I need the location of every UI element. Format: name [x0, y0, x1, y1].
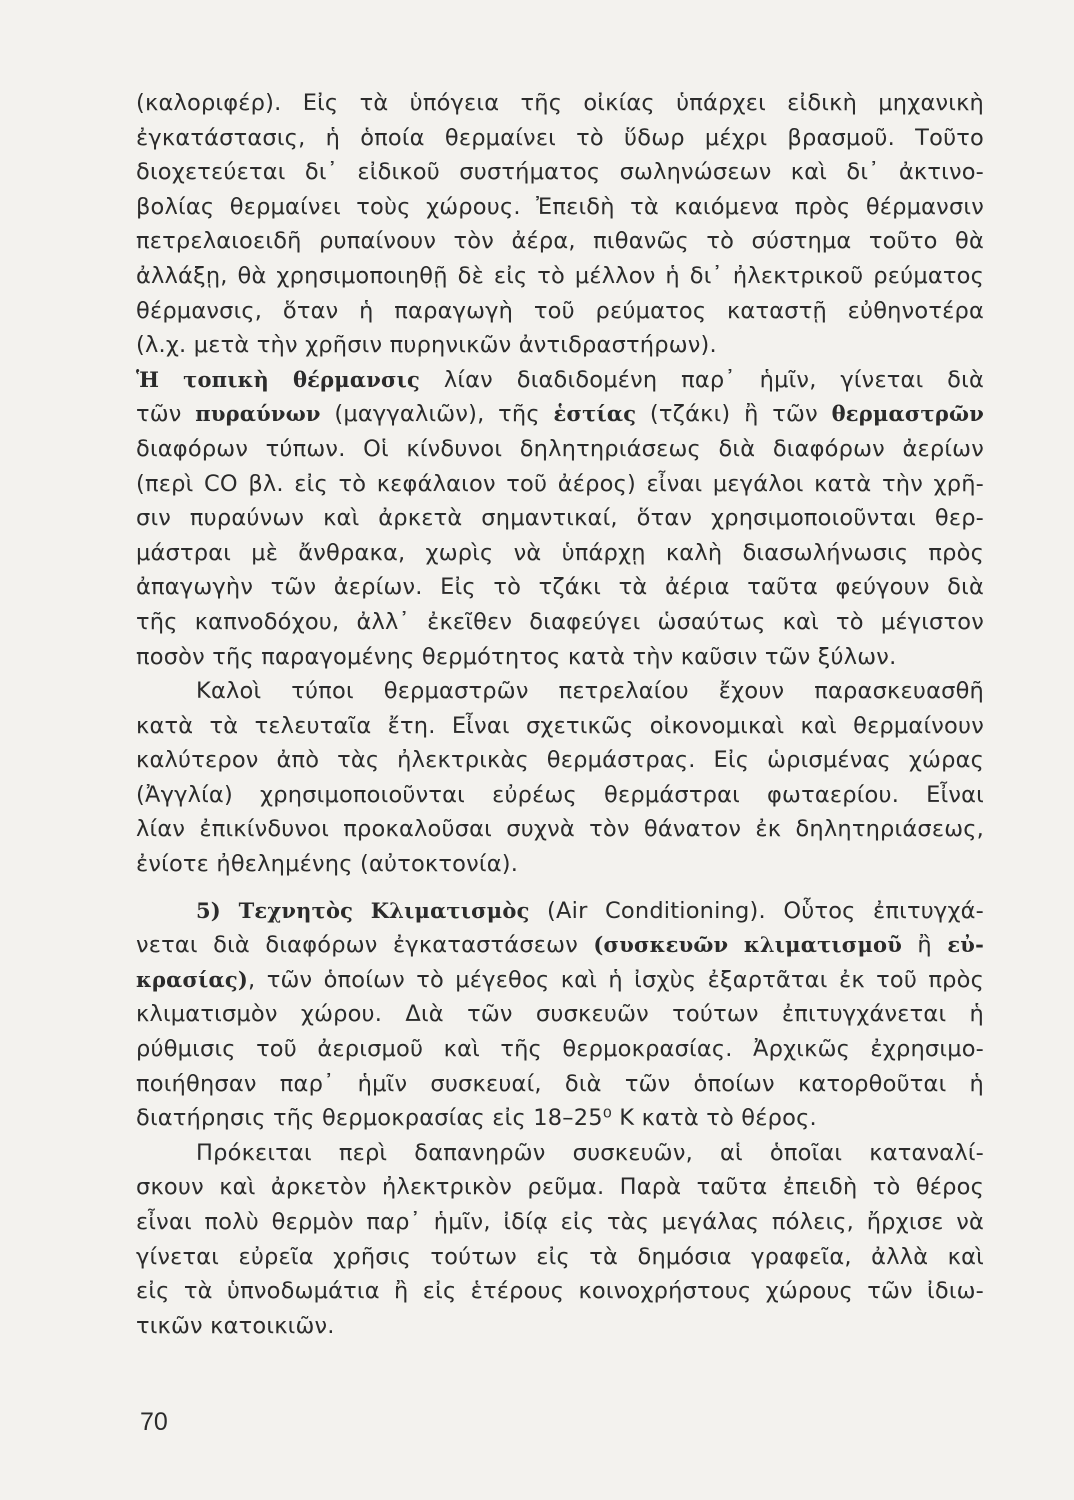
text-line: θέρμανσις, ὅταν ἡ παραγωγὴ τοῦ ρεύματος καταστῇ εὐθηνοτέρα: [136, 297, 984, 324]
text-line: εἶναι πολὺ θερμὸν παρ᾽ ἡμῖν, ἰδίᾳ εἰς τὰς μεγάλας πόλεις, ἤρχισε νὰ: [136, 1209, 984, 1235]
text-span: , τῶν ὁποίων τὸ μέγεθος καὶ ἡ ἰσχὺς ἐξαρτᾶται ἐκ τοῦ πρὸς: [248, 966, 984, 993]
text-line: (λ.χ. μετὰ τὴν χρῆσιν πυρηνικῶν ἀντιδραστήρων).: [136, 332, 717, 359]
text-line: διατήρησις τῆς θερμοκρασίας εἰς 18–25⁰ Κ κατὰ τὸ θέρος.: [136, 1105, 817, 1132]
text-line: βολίας θερμαίνει τοὺς χώρους. Ἐπειδὴ τὰ καιόμενα πρὸς θέρμανσιν: [136, 193, 984, 220]
text-span: νεται διὰ διαφόρων ἐγκαταστάσεων: [136, 932, 594, 959]
text-line: [136, 397, 984, 432]
text-span: λίαν διαδιδομένη παρ᾽ ἡμῖν, γίνεται διὰ: [420, 366, 984, 393]
bold-term: ἑστίας: [553, 401, 637, 427]
text-span: (τζάκι) ἢ τῶν: [636, 401, 832, 428]
text-line: ἐνίοτε ἠθελημένης (αὐτοκτονία).: [136, 851, 519, 878]
bold-term: κρασίας): [136, 966, 248, 992]
text-span: (μαγγαλιῶν), τῆς: [320, 401, 554, 428]
text-span: τῶν: [136, 401, 196, 428]
text-line: τῆς καπνοδόχου, ἀλλ᾽ ἐκεῖθεν διαφεύγει ὡσαύτως καὶ τὸ μέγιστον: [136, 608, 984, 635]
page-body: [136, 86, 984, 1343]
text-line: [136, 363, 984, 398]
text-line: ποιήθησαν παρ᾽ ἡμῖν συσκευαί, διὰ τῶν ὁποίων κατορθοῦται ἡ: [136, 1070, 984, 1097]
text-line: γίνεται εὐρεῖα χρῆσις τούτων εἰς τὰ δημόσια γραφεῖα, ἀλλὰ καὶ: [136, 1243, 984, 1270]
text-line: σιν πυραύνων καὶ ἀρκετὰ σημαντικαί, ὅταν χρησιμοποιοῦνται θερ-: [136, 505, 984, 532]
text-line: κατὰ τὰ τελευταῖα ἔτη. Εἶναι σχετικῶς οἰκονομικαὶ καὶ θερμαίνουν: [136, 712, 984, 739]
bold-term: (συσκευῶν κλιματισμοῦ: [593, 932, 902, 958]
text-line: ποσὸν τῆς παραγομένης θερμότητος κατὰ τὴν καῦσιν τῶν ξύλων.: [136, 643, 897, 670]
text-line: σκουν καὶ ἀρκετὸν ἠλεκτρικὸν ρεῦμα. Παρὰ ταῦτα ἐπειδὴ τὸ θέρος: [136, 1174, 984, 1201]
text-line: ἀπαγωγὴν τῶν ἀερίων. Εἰς τὸ τζάκι τὰ ἀέρια ταῦτα φεύγουν διὰ: [136, 574, 984, 601]
text-line: εἰς τὰ ὑπνοδωμάτια ἢ εἰς ἑτέρους κοινοχρήστους χώρους τῶν ἰδιω-: [136, 1278, 984, 1305]
text-line: Καλοὶ τύποι θερμαστρῶν πετρελαίου ἔχουν παρασκευασθῆ: [196, 678, 984, 705]
section-heading: 5) Τεχνητὸς Κλιματισμὸς: [196, 897, 530, 923]
text-line: τικῶν κατοικιῶν.: [136, 1312, 335, 1339]
text-span: (Air Conditioning). Οὗτος ἐπιτυγχά-: [529, 897, 984, 924]
text-line: ἐγκατάστασις, ἡ ὁποία θερμαίνει τὸ ὕδωρ μέχρι βρασμοῦ. Τοῦτο: [136, 124, 984, 151]
text-line: (Ἀγγλία) χρησιμοποιοῦνται εὐρέως θερμάστραι φωταερίου. Εἶναι: [136, 781, 984, 808]
text-line: λίαν ἐπικίνδυνοι προκαλοῦσαι συχνὰ τὸν θάνατον ἐκ δηλητηριάσεως,: [136, 816, 984, 843]
text-line: (περὶ CO βλ. εἰς τὸ κεφάλαιον τοῦ ἀέρος) εἶναι μεγάλοι κατὰ τὴν χρῆ-: [136, 470, 984, 497]
text-line: [136, 894, 984, 929]
bold-term: Ἡ τοπικὴ θέρμανσις: [136, 366, 421, 392]
text-line: ρύθμισις τοῦ ἀερισμοῦ καὶ τῆς θερμοκρασίας. Ἀρχικῶς ἐχρησιμο-: [136, 1036, 984, 1063]
page-number: 70: [140, 1408, 168, 1436]
text-line: καλύτερον ἀπὸ τὰς ἠλεκτρικὰς θερμάστρας. Εἰς ὡρισμένας χώρας: [136, 747, 984, 774]
text-line: Πρόκειται περὶ δαπανηρῶν συσκευῶν, αἱ ὁποῖαι καταναλί-: [196, 1139, 984, 1166]
bold-term: πυραύνων: [195, 401, 321, 427]
text-line: [136, 928, 984, 963]
text-line: (καλοριφέρ). Εἰς τὰ ὑπόγεια τῆς οἰκίας ὑπάρχει εἰδικὴ μηχανικὴ: [136, 90, 984, 116]
text-line: διαφόρων τύπων. Οἱ κίνδυνοι δηλητηριάσεως διὰ διαφόρων ἀερίων: [136, 435, 984, 462]
text-line: κλιματισμὸν χώρου. Διὰ τῶν συσκευῶν τούτων ἐπιτυγχάνεται ἡ: [136, 1001, 984, 1028]
bold-term: θερμαστρῶν: [831, 401, 984, 427]
text-line: μάστραι μὲ ἄνθρακα, χωρὶς νὰ ὑπάρχῃ καλὴ διασωλήνωσις πρὸς: [136, 539, 984, 566]
text-line: διοχετεύεται δι᾽ εἰδικοῦ συστήματος σωληνώσεων καὶ δι᾽ ἀκτινο-: [136, 159, 984, 186]
bold-term: εὐ-: [947, 932, 984, 958]
text-span: ἢ: [902, 932, 948, 959]
text-line: ἀλλάξῃ, θὰ χρησιμοποιηθῇ δὲ εἰς τὸ μέλλον ἡ δι᾽ ἠλεκτρικοῦ ρεύματος: [136, 262, 984, 289]
text-line: πετρελαιοειδῆ ρυπαίνουν τὸν ἀέρα, πιθανῶς τὸ σύστημα τοῦτο θὰ: [136, 228, 984, 255]
text-line: [136, 963, 984, 998]
